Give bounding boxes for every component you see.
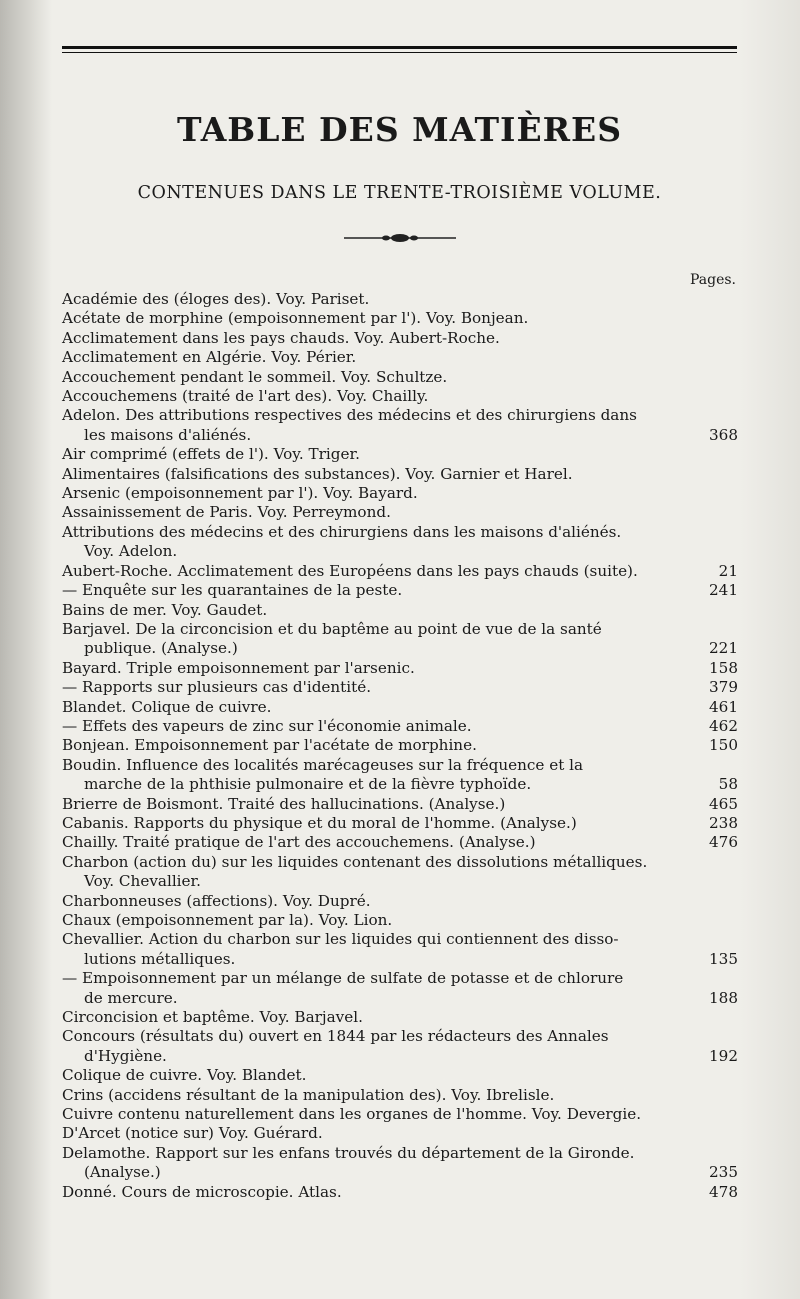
index-entry — [62, 698, 738, 717]
entry-text: Barjavel. De la circoncision et du baptême au point de vue de la santé — [62, 619, 602, 638]
pages-column-label: Pages. — [689, 272, 736, 288]
entry-text: Delamothe. Rapport sur les enfans trouvés du département de la Gironde. — [62, 1143, 635, 1162]
index-entry — [62, 406, 738, 445]
ornament-divider-icon — [340, 231, 460, 245]
index-entry — [62, 814, 738, 833]
entry-continuation: publique. (Analyse.) — [84, 639, 238, 658]
entry-text: Bayard. Triple empoisonnement par l'arsenic. — [62, 658, 415, 677]
entry-continuation: les maisons d'aliénés. — [84, 425, 252, 444]
entry-continuation: marche de la phthisie pulmonaire et de la fièvre typhoïde. — [84, 775, 532, 794]
entry-text: — Rapports sur plusieurs cas d'identité. — [62, 678, 372, 697]
entry-page-number: 188 — [709, 988, 738, 1007]
entry-text: — Empoisonnement par un mélange de sulfate de potasse et de chlorure — [62, 969, 624, 988]
index-entry — [62, 736, 738, 755]
entry-text: Acétate de morphine (empoisonnement par l'). Voy. Bonjean. — [62, 309, 529, 328]
entry-text: Chailly. Traité pratique de l'art des accouchemens. (Analyse.) — [62, 833, 536, 852]
entry-text: Acclimatement en Algérie. Voy. Périer. — [62, 348, 357, 367]
index-entry — [62, 1008, 738, 1027]
entry-text: Académie des (éloges des). Voy. Pariset. — [62, 290, 370, 308]
entry-page-number: 135 — [709, 949, 738, 968]
entry-text: Charbonneuses (affections). Voy. Dupré. — [62, 891, 371, 910]
index-entry — [62, 562, 738, 581]
entry-page-number: 192 — [709, 1046, 738, 1065]
index-entry — [62, 659, 738, 678]
entry-text: Aubert-Roche. Acclimatement des Européens dans les pays chauds (suite). — [62, 561, 638, 580]
page-edge-shadow — [740, 0, 800, 1299]
index-entry — [62, 911, 738, 930]
index-entry — [62, 1144, 738, 1183]
entry-text: Accouchemens (traité de l'art des). Voy. Chailly. — [62, 387, 429, 406]
entry-text: Brierre de Boismont. Traité des hallucinations. (Analyse.) — [62, 794, 506, 813]
entry-text: Colique de cuivre. Voy. Blandet. — [62, 1066, 307, 1085]
entry-text: — Effets des vapeurs de zinc sur l'économie animale. — [62, 716, 472, 735]
index-entries — [62, 290, 738, 1202]
index-entry — [62, 523, 738, 562]
index-entry — [62, 853, 738, 892]
index-entry — [62, 892, 738, 911]
entry-page-number: 221 — [709, 639, 738, 658]
entry-text: Accouchement pendant le sommeil. Voy. Schultze. — [62, 367, 448, 386]
index-entry — [62, 1105, 738, 1124]
index-entry — [62, 795, 738, 814]
index-entry — [62, 484, 738, 503]
index-entry — [62, 329, 738, 348]
entry-continuation: lutions métalliques. — [84, 949, 236, 968]
entry-text: Donné. Cours de microscopie. Atlas. — [62, 1182, 342, 1201]
header-rule-thin — [62, 52, 737, 53]
index-entry — [62, 1027, 738, 1066]
entry-text: Crins (accidens résultant de la manipulation des). Voy. Ibrelisle. — [62, 1085, 555, 1104]
entry-continuation: Voy. Adelon. — [84, 542, 178, 561]
index-entry — [62, 309, 738, 328]
entry-text: Cabanis. Rapports du physique et du moral de l'homme. (Analyse.) — [62, 813, 577, 832]
index-entry — [62, 620, 738, 659]
index-entry — [62, 503, 738, 522]
index-entry — [62, 368, 738, 387]
entry-text: D'Arcet (notice sur) Voy. Guérard. — [62, 1124, 323, 1143]
entry-text: Boudin. Influence des localités marécageuses sur la fréquence et la — [62, 755, 584, 774]
entry-text: Cuivre contenu naturellement dans les organes de l'homme. Voy. Devergie. — [62, 1105, 642, 1124]
entry-text: Air comprimé (effets de l'). Voy. Triger. — [62, 445, 360, 464]
entry-page-number: 150 — [709, 736, 738, 755]
index-entry — [62, 833, 738, 852]
entry-text: Charbon (action du) sur les liquides contenant des dissolutions métalliques. — [62, 852, 648, 871]
entry-text: Bains de mer. Voy. Gaudet. — [62, 600, 268, 619]
entry-text: Chaux (empoisonnement par la). Voy. Lion. — [62, 911, 393, 929]
index-entry — [62, 601, 738, 620]
page-subtitle: CONTENUES DANS LE TRENTE-TROISIÈME VOLUME. — [137, 183, 662, 203]
entry-page-number: 461 — [709, 697, 738, 716]
entry-text: Chevallier. Action du charbon sur les liquides qui contiennent des disso- — [62, 930, 619, 949]
page-title: TABLE DES MATIÈRES — [176, 110, 623, 149]
entry-text: Circoncision et baptême. Voy. Barjavel. — [62, 1008, 363, 1027]
index-entry — [62, 348, 738, 367]
index-entry — [62, 581, 738, 600]
entry-text: Attributions des médecins et des chirurgiens dans les maisons d'aliénés. — [62, 522, 622, 541]
entry-page-number: 465 — [709, 794, 738, 813]
entry-page-number: 58 — [718, 775, 738, 794]
header-rule-thick — [62, 46, 737, 49]
index-entry — [62, 1124, 738, 1143]
entry-continuation: de mercure. — [84, 988, 178, 1007]
index-entry — [62, 1086, 738, 1105]
entry-page-number: 478 — [709, 1182, 738, 1201]
page-gutter-shadow — [0, 0, 52, 1299]
entry-page-number: 241 — [709, 581, 738, 600]
index-entry — [62, 717, 738, 736]
index-entry — [62, 1066, 738, 1085]
entry-continuation: (Analyse.) — [84, 1163, 161, 1182]
entry-page-number: 476 — [709, 833, 738, 852]
entry-text: Arsenic (empoisonnement par l'). Voy. Bayard. — [62, 484, 418, 503]
entry-continuation: Voy. Chevallier. — [84, 872, 201, 891]
entry-text: Assainissement de Paris. Voy. Perreymond. — [62, 503, 391, 522]
entry-page-number: 379 — [709, 678, 738, 697]
index-entry — [62, 969, 738, 1008]
entry-continuation: d'Hygiène. — [84, 1046, 167, 1065]
entry-page-number: 368 — [709, 425, 738, 444]
entry-page-number: 238 — [709, 813, 738, 832]
entry-page-number: 235 — [709, 1163, 738, 1182]
index-entry — [62, 465, 738, 484]
index-entry — [62, 445, 738, 464]
entry-text: — Enquête sur les quarantaines de la peste. — [62, 581, 403, 600]
entry-page-number: 462 — [709, 716, 738, 735]
entry-text: Acclimatement dans les pays chauds. Voy. Aubert-Roche. — [62, 328, 500, 347]
entry-text: Adelon. Des attributions respectives des médecins et des chirurgiens dans — [62, 406, 637, 425]
index-entry — [62, 290, 738, 309]
index-entry — [62, 756, 738, 795]
entry-text: Concours (résultats du) ouvert en 1844 par les rédacteurs des Annales — [62, 1027, 609, 1046]
index-entry — [62, 930, 738, 969]
entry-text: Alimentaires (falsifications des substances). Voy. Garnier et Harel. — [62, 464, 573, 483]
entry-text: Bonjean. Empoisonnement par l'acétate de morphine. — [62, 736, 477, 755]
index-entry — [62, 1183, 738, 1202]
index-entry — [62, 387, 738, 406]
entry-page-number: 158 — [709, 658, 738, 677]
entry-text: Blandet. Colique de cuivre. — [62, 697, 272, 716]
index-entry — [62, 678, 738, 697]
entry-page-number: 21 — [718, 561, 738, 580]
